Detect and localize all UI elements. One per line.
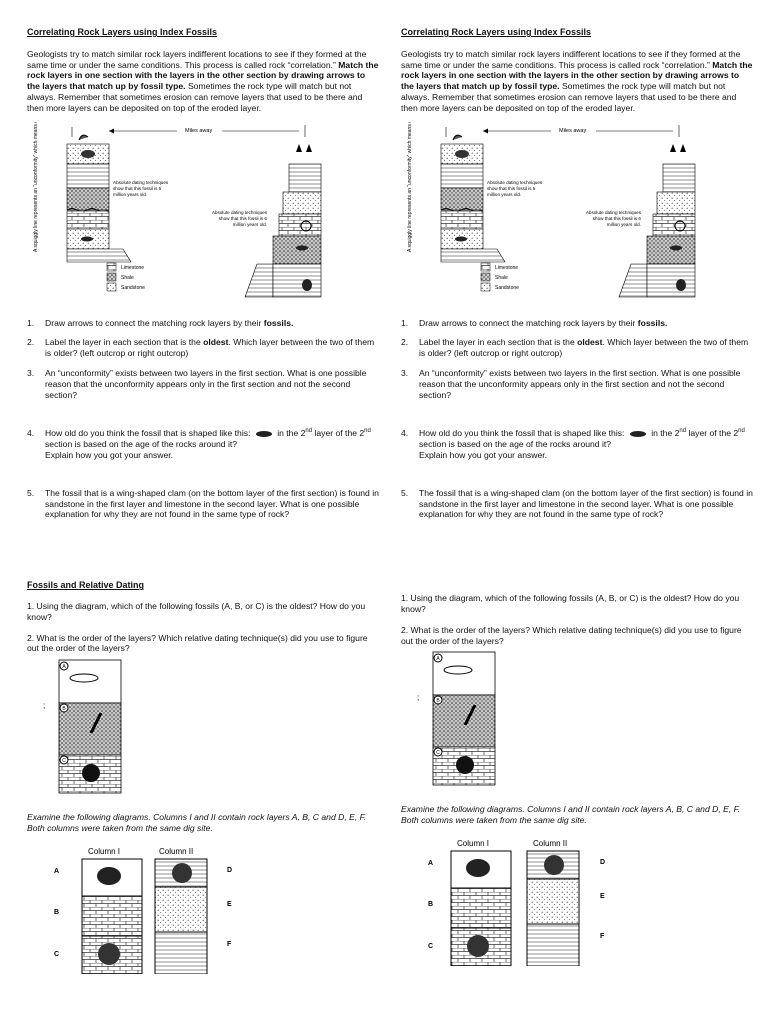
fish-fossil-icon — [256, 431, 272, 437]
svg-text:Column I: Column I — [457, 838, 490, 848]
svg-text:A: A — [62, 664, 66, 671]
question-2: 2. Label the layer in each section that is the oldest. Which layer between the two of them is older? (left outcrop or right outcrop) — [27, 337, 375, 359]
section2-title: Fossils and Relative Dating — [27, 580, 145, 591]
svg-text:D: D — [227, 866, 233, 874]
svg-text:Sandstone: Sandstone — [495, 284, 519, 291]
svg-text:A squiggly line represents an: A squiggly line represents an “unconformity” which means erosion — [407, 121, 413, 252]
svg-text:F: F — [227, 940, 232, 948]
unconformity-note: A squiggly line represents an “unconformity” which means erosion — [33, 121, 39, 252]
svg-text:Absolute dating techniquesshow: Absolute dating techniques show that this fossil is 6 million years old. — [585, 209, 641, 227]
svg-text:Miles away: Miles away — [559, 127, 587, 134]
intro-paragraph: Geologists try to match similar rock layers indifferent locations to see if they formed at the same time or under the same conditions. This process is called rock “correlation.” Match the rock layers in one section with the layers in the other section by drawing arrows to the layers that match up by fossil type. Sometimes the rock type will match but not always. Remember that sometimes erosion can remove layers that used to be there and then more layers can be deposited on top of the eroded layer. — [401, 48, 753, 113]
svg-text:B: B — [428, 900, 434, 908]
question-4: 4. How old do you think the fossil that is shaped like this: in the 2nd layer of the 2nd section is based on the age of the rocks around it? Explain how you got your answer. — [27, 428, 371, 460]
rock-legend — [107, 263, 145, 291]
fish-fossil-icon — [630, 431, 646, 437]
examine-caption: Examine the following diagrams. Columns I and II contain rock layers A, B, C and D, E, F. Both columns were taken from the same dig site. — [27, 812, 367, 833]
rock-outcrops-figure — [27, 122, 379, 312]
question-3: 3. An “unconformity” exists between two layers in the first section. What is one possible reason that the unconformity appears only in the first section and not the second section? — [27, 367, 367, 400]
svg-text:Limestone: Limestone — [121, 264, 145, 271]
svg-text:B: B — [62, 706, 66, 713]
question-4: 4. How old do you think the fossil that is shaped like this: in the 2nd layer of the 2nd section is based on the age of the rocks around it? Explain how you got your answer. — [401, 428, 745, 460]
svg-text:Shale: Shale — [495, 274, 508, 281]
section2-q2: 2. What is the order of the layers? Which relative dating technique(s) did you use to figure out the order of the layers? — [27, 632, 368, 654]
svg-text:C: C — [436, 750, 440, 757]
svg-text:C: C — [428, 942, 434, 950]
question-5: 5. The fossil that is a wing-shaped clam (on the bottom layer of the first section) is found in sandstone in the first layer and limestone in the second layer. What is one possible explanation for why they are not found in the same type of rock? — [401, 487, 753, 520]
svg-text:Column I: Column I — [88, 846, 121, 856]
svg-text:A: A — [428, 859, 434, 867]
svg-text:Sandstone: Sandstone — [121, 284, 145, 291]
section2-q1: 1. Using the diagram, which of the following fossils (A, B, or C) is the oldest? How do you know? — [27, 600, 366, 622]
svg-text:Absolute dating techniquesshow: Absolute dating techniques show that this fossil is 5 million years old. — [487, 179, 543, 197]
svg-text:;: ; — [43, 701, 46, 711]
svg-text:C: C — [62, 758, 66, 765]
two-columns-figure — [27, 844, 267, 974]
question-1: 1. Draw arrows to connect the matching rock layers by their fossils. — [401, 317, 668, 328]
svg-text:F: F — [600, 932, 605, 940]
svg-text:Absolute dating techniquesshow: Absolute dating techniques show that this fossil is 5 million years old. — [113, 179, 169, 197]
question-2: 2. Label the layer in each section that is the oldest. Which layer between the two of them is older? (left outcrop or right outcrop) — [401, 337, 749, 359]
svg-text:D: D — [600, 858, 606, 866]
svg-text:Shale: Shale — [121, 274, 134, 281]
miles-away-label: Miles away — [185, 127, 213, 134]
section2-q2: 2. What is the order of the layers? Which relative dating technique(s) did you use to figure out the order of the layers? — [401, 624, 742, 646]
svg-text:A: A — [436, 656, 440, 663]
worksheet-left — [27, 0, 379, 974]
svg-text:E: E — [227, 900, 232, 908]
svg-text:C: C — [54, 950, 60, 958]
rock-outcrops-figure — [401, 122, 753, 312]
worksheet-title: Correlating Rock Layers using Index Fossils — [401, 27, 592, 37]
question-3: 3. An “unconformity” exists between two layers in the first section. What is one possible reason that the unconformity appears only in the first section and not the second section? — [401, 367, 741, 400]
svg-text:;: ; — [417, 693, 420, 703]
fossil-column-figure — [29, 658, 149, 798]
examine-caption: Examine the following diagrams. Columns I and II contain rock layers A, B, C and D, E, F. Both columns were taken from the same dig site. — [401, 804, 741, 826]
worksheet-title: Correlating Rock Layers using Index Fossils — [27, 27, 218, 37]
svg-text:Column II: Column II — [159, 846, 194, 856]
svg-text:Absolute dating techniquesshow: Absolute dating techniques show that this fossil is 6 million years old. — [211, 209, 267, 227]
worksheet-right — [401, 0, 753, 966]
left-outcrop — [67, 135, 131, 262]
section2-q1: 1. Using the diagram, which of the following fossils (A, B, or C) is the oldest? How do you know? — [401, 593, 740, 614]
svg-text:B: B — [436, 698, 440, 705]
svg-text:E: E — [600, 892, 605, 900]
svg-text:Column II: Column II — [533, 838, 568, 848]
question-1: 1. Draw arrows to connect the matching rock layers by their fossils. — [27, 317, 294, 328]
svg-text:A: A — [54, 867, 60, 875]
question-5: 5. The fossil that is a wing-shaped clam (on the bottom layer of the first section) is found in sandstone in the first layer and limestone in the second layer. What is one possible explanation for why they are not found in the same type of rock? — [27, 487, 379, 520]
svg-text:B: B — [54, 908, 60, 916]
two-columns-figure — [401, 836, 641, 966]
fossil-column-figure — [403, 650, 523, 790]
intro-paragraph: Geologists try to match similar rock layers indifferent locations to see if they formed at the same time or under the same conditions. This process is called rock “correlation.” Match the rock layers in one section with the layers in the other section by drawing arrows to the layers that match up by fossil type. Sometimes the rock type will match but not always. Remember that sometimes erosion can remove layers that used to be there and then more layers can be deposited on top of the eroded layer. — [27, 48, 379, 113]
svg-text:Limestone: Limestone — [495, 264, 519, 271]
